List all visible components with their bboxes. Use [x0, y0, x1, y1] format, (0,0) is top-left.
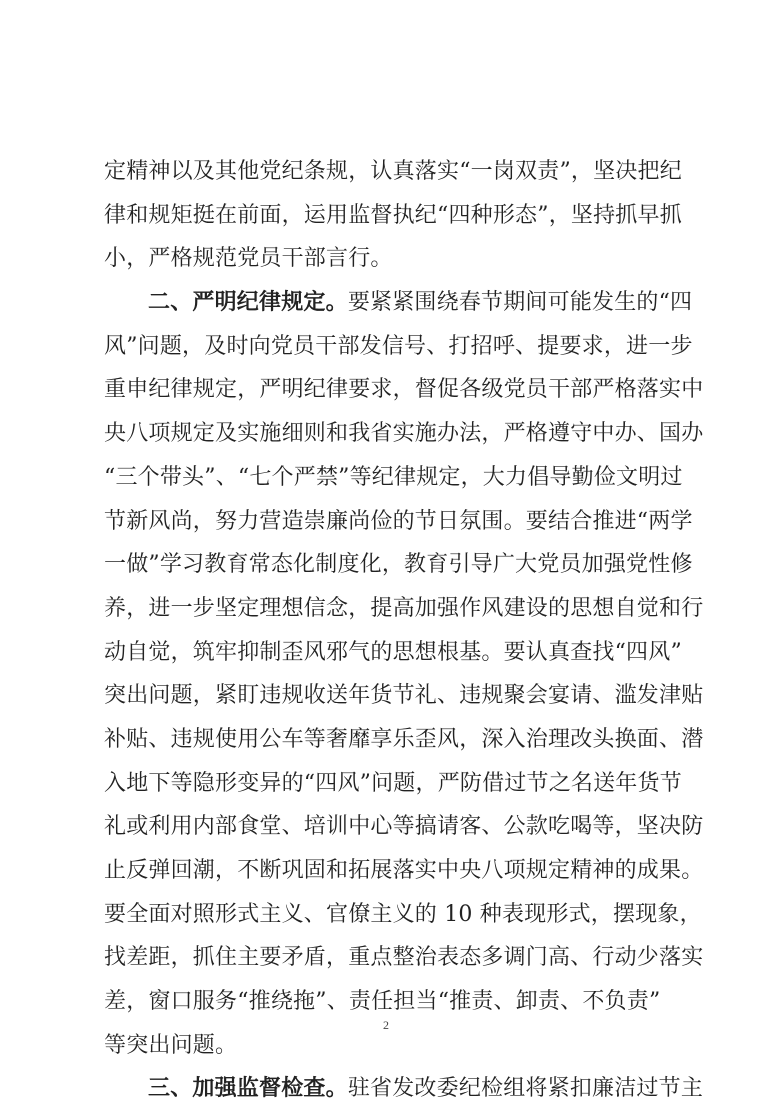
document-body [104, 150, 704, 1111]
body-line: 律和规矩挺在前面，运用监督执纪“四种形态”，坚持抓早抓 [104, 202, 682, 228]
body-line: 突出问题，紧盯违规收送年货节礼、违规聚会宴请、滥发津贴 [104, 683, 704, 709]
body-line: 小，严格规范党员干部言行。 [104, 246, 393, 272]
body-line: 风”问题，及时向党员干部发信号、打招呼、提要求，进一步 [104, 333, 693, 359]
section-heading-line [104, 281, 693, 325]
body-line: 找差距，抓住主要矛盾，重点整治表态多调门高、行动少落实 [104, 945, 704, 971]
body-line: 央八项规定及实施细则和我省实施办法，严格遵守中办、国办 [104, 421, 704, 447]
body-line: “三个带头”、“七个严禁”等纪律规定，大力倡导勤俭文明过 [104, 464, 683, 490]
body-line: 入地下等隐形变异的“四风”问题，严防借过节之名送年货节 [104, 770, 682, 796]
body-line: 一做”学习教育常态化制度化，教育引导广大党员加强党性修 [104, 552, 693, 578]
body-line: 节新风尚，努力营造崇廉尚俭的节日氛围。要结合推进“两学 [104, 508, 693, 534]
section-heading-text: 要紧紧围绕春节期间可能发生的“四 [347, 290, 693, 316]
body-line: 要全面对照形式主义、官僚主义的 10 种表现形式，摆现象， [104, 901, 702, 927]
body-line: 止反弹回潮，不断巩固和拓展落实中央八项规定精神的成果。 [104, 858, 704, 883]
body-line: 礼或利用内部食堂、培训中心等搞请客、公款吃喝等，坚决防 [104, 814, 704, 840]
body-line: 动自觉，筑牢抑制歪风邪气的思想根基。要认真查找“四风” [104, 639, 682, 665]
body-line: 养，进一步坚定理想信念，提高加强作风建设的思想自觉和行 [104, 595, 704, 621]
page-number: 2 [383, 1018, 389, 1032]
body-line: 差，窗口服务“推绕拖”、责任担当“推责、卸责、不负责” [104, 989, 661, 1015]
body-line: 定精神以及其他党纪条规，认真落实“一岗双责”，坚决把纪 [104, 159, 682, 184]
body-line: 补贴、违规使用公车等奢靡享乐歪风，深入治理改头换面、潜 [104, 726, 704, 752]
body-line: 等突出问题。 [104, 1032, 238, 1058]
body-line: 重申纪律规定，严明纪律要求，督促各级党员干部严格落实中 [104, 377, 704, 403]
section-heading: 二、严明纪律规定。 [148, 290, 348, 316]
section-heading-line [104, 1067, 704, 1111]
section-heading: 三、加强监督检查。 [148, 1076, 348, 1102]
section-heading-text: 驻省发改委纪检组将紧扣廉洁过节主 [347, 1076, 704, 1102]
